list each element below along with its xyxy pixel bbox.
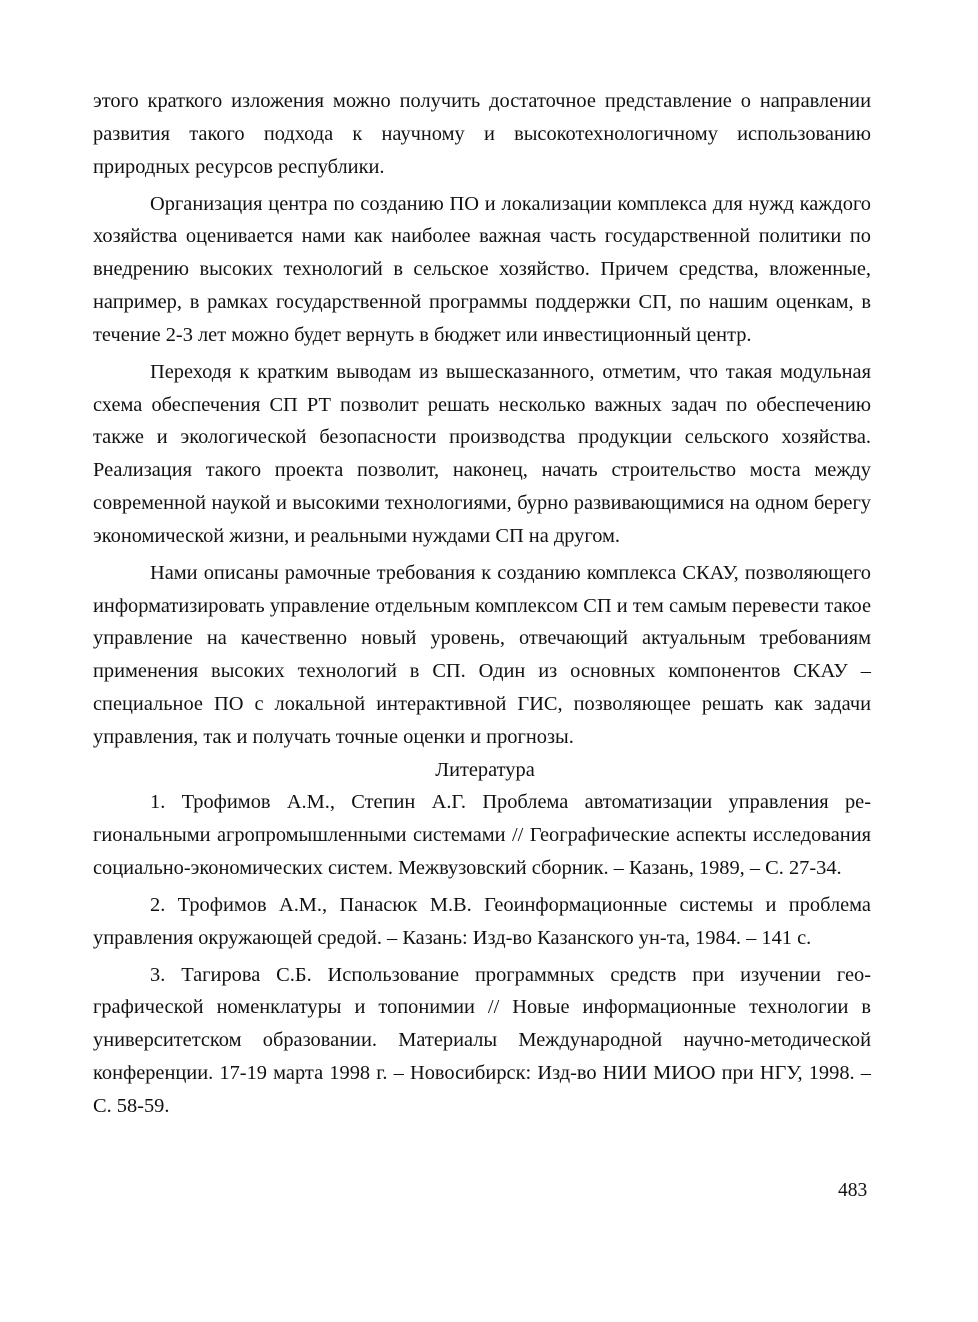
references-list — [93, 786, 871, 1122]
reference-item: 1. Трофимов А.М., Степин А.Г. Проблема автоматизации управления региональными агропромышленными системами // Географические аспекты исследования социально-экономических систем. Межвузовский сборник. – Казань, 1989, – С. 27-34. — [93, 791, 871, 879]
paragraph-organization-center: Организация центра по созданию ПО и локализации комплекса для нужд каждого хозяйства оценивается нами как наиболее важная часть государственной политики по внедрению высоких технологий в сельское хозяйство. Причем средства, вложенные, например, в рамках государственной программы поддержки СП, по нашим оценкам, в течение 2-3 лет можно будет вернуть в бюджет или инвестиционный центр. — [93, 192, 871, 346]
reference-item: 3. Тагирова С.Б. Использование программных средств при изучении географической номенклатуры и топонимии // Новые информационные технологии в университетском образовании. Материалы Международной научно-методической конференции. 17-19 марта 1998 г. – Новосибирск: Изд-во НИИ МИОО при НГУ, 1998. – С. 58-59. — [93, 963, 871, 1117]
paragraph-requirements: Нами описаны рамочные требования к созданию комплекса СКАУ, позволяющего информатизировать управление отдельным комплексом СП и тем самым перевести такое управление на качественно новый уровень, отвечающий актуальным требованиям применения высоких технологий в СП. Один из основных компонентов СКАУ – специальное ПО с локальной интерактивной ГИС, позволяющее решать как задачи управления, так и получать точные оценки и прогнозы. — [93, 561, 871, 748]
page-number: 483 — [838, 1180, 868, 1201]
reference-item: 2. Трофимов А.М., Панасюк М.В. Геоинформационные системы и проблема управления окружающей средой. – Казань: Изд-во Казанского ун-та, 1984. – 141 с. — [93, 893, 871, 949]
body-text — [93, 85, 871, 1123]
paragraph-conclusions: Переходя к кратким выводам из вышесказанного, отметим, что такая модульная схема обеспечения СП РТ позволит решать несколько важных задач по обеспечению также и экологической безопасности производства продукции сельского хозяйства. Реализация такого проекта позволит, наконец, начать строительство моста между современной наукой и высокими технологиями, бурно развивающимися на одном берегу экономической жизни, и реальными нуждами СП на другом. — [93, 360, 871, 547]
references-heading: Литература — [435, 758, 535, 781]
paragraph-continuation: этого краткого изложения можно получить достаточное представление о направлении развития такого подхода к научному и высокотехнологичному использованию природных ресурсов республики. — [93, 90, 871, 178]
